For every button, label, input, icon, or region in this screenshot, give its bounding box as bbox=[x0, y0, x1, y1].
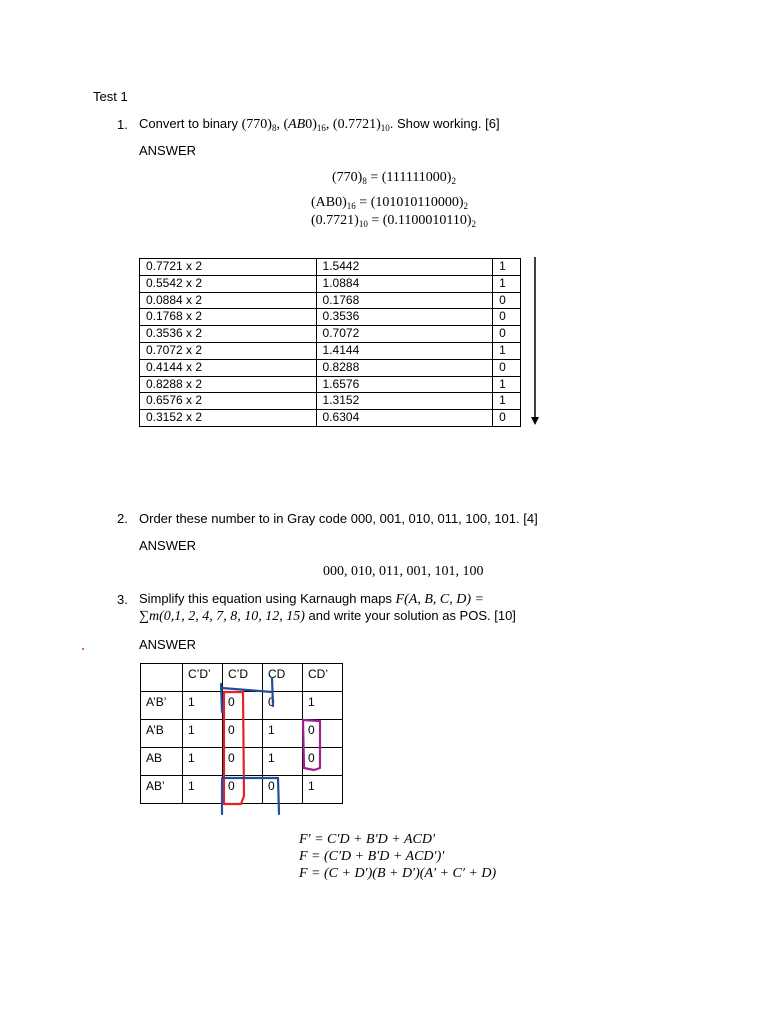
q2-answer: 000, 010, 011, 001, 101, 100 bbox=[323, 564, 484, 579]
product-cell: 1.0884 bbox=[316, 275, 493, 292]
bit-cell: 0 bbox=[493, 326, 521, 343]
kmap-cell: 0 bbox=[303, 748, 343, 776]
product-cell: 1.5442 bbox=[316, 259, 493, 276]
q1-prompt-prefix: Convert to binary bbox=[139, 116, 238, 131]
multiplication-cell: 0.0884 x 2 bbox=[140, 292, 317, 309]
kmap-cell: 1 bbox=[183, 776, 223, 804]
blue-grouping-brackets bbox=[221, 678, 279, 814]
q1-result-hex: $(AB0)_{16} = (101010110000)_2$ bbox=[311, 195, 468, 211]
kmap-row-label: A’B’ bbox=[141, 692, 183, 720]
kmap-cell: 1 bbox=[183, 748, 223, 776]
bit-cell: 1 bbox=[493, 275, 521, 292]
q1-result-decimal: $(0.7721)_{10} = (0.1100010110)_2$ bbox=[311, 213, 477, 229]
red-loop bbox=[224, 692, 244, 804]
purple-loop bbox=[303, 720, 320, 770]
solution-line-3: F = (C + D′)(B + D′)(A′ + C′ + D) bbox=[299, 866, 497, 881]
blue-bracket-bottom bbox=[222, 778, 279, 814]
kmap-cell: 0 bbox=[303, 720, 343, 748]
q1-prompt-suffix: . Show working. [6] bbox=[389, 116, 500, 131]
kmap-cell: 0 bbox=[223, 720, 263, 748]
down-arrow-head bbox=[531, 417, 539, 425]
multiplication-cell: 0.5542 x 2 bbox=[140, 275, 317, 292]
q2-number: 2. bbox=[117, 511, 128, 526]
bit-cell: 0 bbox=[493, 410, 521, 427]
kmap-col-header: CD’ bbox=[303, 664, 343, 692]
blue-bracket-top bbox=[221, 678, 273, 712]
page-title: Test 1 bbox=[93, 89, 128, 104]
q3-prompt-line1: Simplify this equation using Karnaugh maps F(A, B, C, D) = bbox=[139, 591, 484, 607]
bit-cell: 0 bbox=[493, 359, 521, 376]
q3-prompt-line2: ∑m(0,1, 2, 4, 7, 8, 10, 12, 15) and write your solution as POS. [10] bbox=[139, 608, 516, 624]
q1-answer-label: ANSWER bbox=[139, 143, 197, 158]
bit-cell: 1 bbox=[493, 342, 521, 359]
product-cell: 0.7072 bbox=[316, 326, 493, 343]
kmap-col-header: C’D bbox=[223, 664, 263, 692]
bit-cell: 0 bbox=[493, 309, 521, 326]
multiplication-cell: 0.8288 x 2 bbox=[140, 376, 317, 393]
multiplication-cell: 0.3536 x 2 bbox=[140, 326, 317, 343]
kmap-row-label: AB bbox=[141, 748, 183, 776]
kmap-cell: 0 bbox=[223, 748, 263, 776]
product-cell: 0.1768 bbox=[316, 292, 493, 309]
product-cell: 1.6576 bbox=[316, 376, 493, 393]
q2-answer-label: ANSWER bbox=[139, 538, 197, 553]
kmap-col-header: C’D’ bbox=[183, 664, 223, 692]
bit-cell: 1 bbox=[493, 393, 521, 410]
red-grouping-loop bbox=[224, 692, 244, 804]
q3-number: 3. bbox=[117, 592, 128, 607]
kmap-cell: 1 bbox=[303, 692, 343, 720]
multiplication-cell: 0.7721 x 2 bbox=[140, 259, 317, 276]
bit-cell: 1 bbox=[493, 376, 521, 393]
purple-grouping-loop bbox=[303, 720, 320, 770]
product-cell: 1.3152 bbox=[316, 393, 493, 410]
kmap-cell: 1 bbox=[183, 692, 223, 720]
bit-cell: 1 bbox=[493, 259, 521, 276]
kmap-row-label: A’B bbox=[141, 720, 183, 748]
kmap-cell: 0 bbox=[223, 692, 263, 720]
product-cell: 0.6304 bbox=[316, 410, 493, 427]
kmap-cell: 1 bbox=[263, 720, 303, 748]
kmap-cell: 1 bbox=[303, 776, 343, 804]
q3-answer-label: ANSWER bbox=[139, 637, 197, 652]
product-cell: 0.8288 bbox=[316, 359, 493, 376]
q1-result-octal: $(770)_8 = (111111000)_2$ bbox=[332, 170, 456, 186]
q1-number: 1. bbox=[117, 117, 128, 132]
multiplication-cell: 0.1768 x 2 bbox=[140, 309, 317, 326]
solution-line-2: F = (C′D + B′D + ACD′)′ bbox=[299, 849, 445, 864]
kmap-cell: 0 bbox=[263, 692, 303, 720]
kmap-cell: 0 bbox=[223, 776, 263, 804]
product-cell: 1.4144 bbox=[316, 342, 493, 359]
kmap-cell: 0 bbox=[263, 776, 303, 804]
bit-cell: 0 bbox=[493, 292, 521, 309]
multiplication-cell: 0.6576 x 2 bbox=[140, 393, 317, 410]
kmap-cell: 1 bbox=[183, 720, 223, 748]
solution-line-1: F′ = C′D + B′D + ACD′ bbox=[299, 832, 436, 847]
kmap-col-header: CD bbox=[263, 664, 303, 692]
kmap-cell: 1 bbox=[263, 748, 303, 776]
q2-prompt: Order these number to in Gray code 000, 001, 010, 011, 100, 101. [4] bbox=[139, 511, 538, 526]
kmap-row-label: AB’ bbox=[141, 776, 183, 804]
q1-prompt-math: $(770)_8$, $(AB0)_{16}$, $(0.7721)_{10}$ bbox=[241, 117, 390, 133]
multiplication-cell: 0.4144 x 2 bbox=[140, 359, 317, 376]
multiplication-cell: 0.3152 x 2 bbox=[140, 410, 317, 427]
multiplication-cell: 0.7072 x 2 bbox=[140, 342, 317, 359]
product-cell: 0.3536 bbox=[316, 309, 493, 326]
